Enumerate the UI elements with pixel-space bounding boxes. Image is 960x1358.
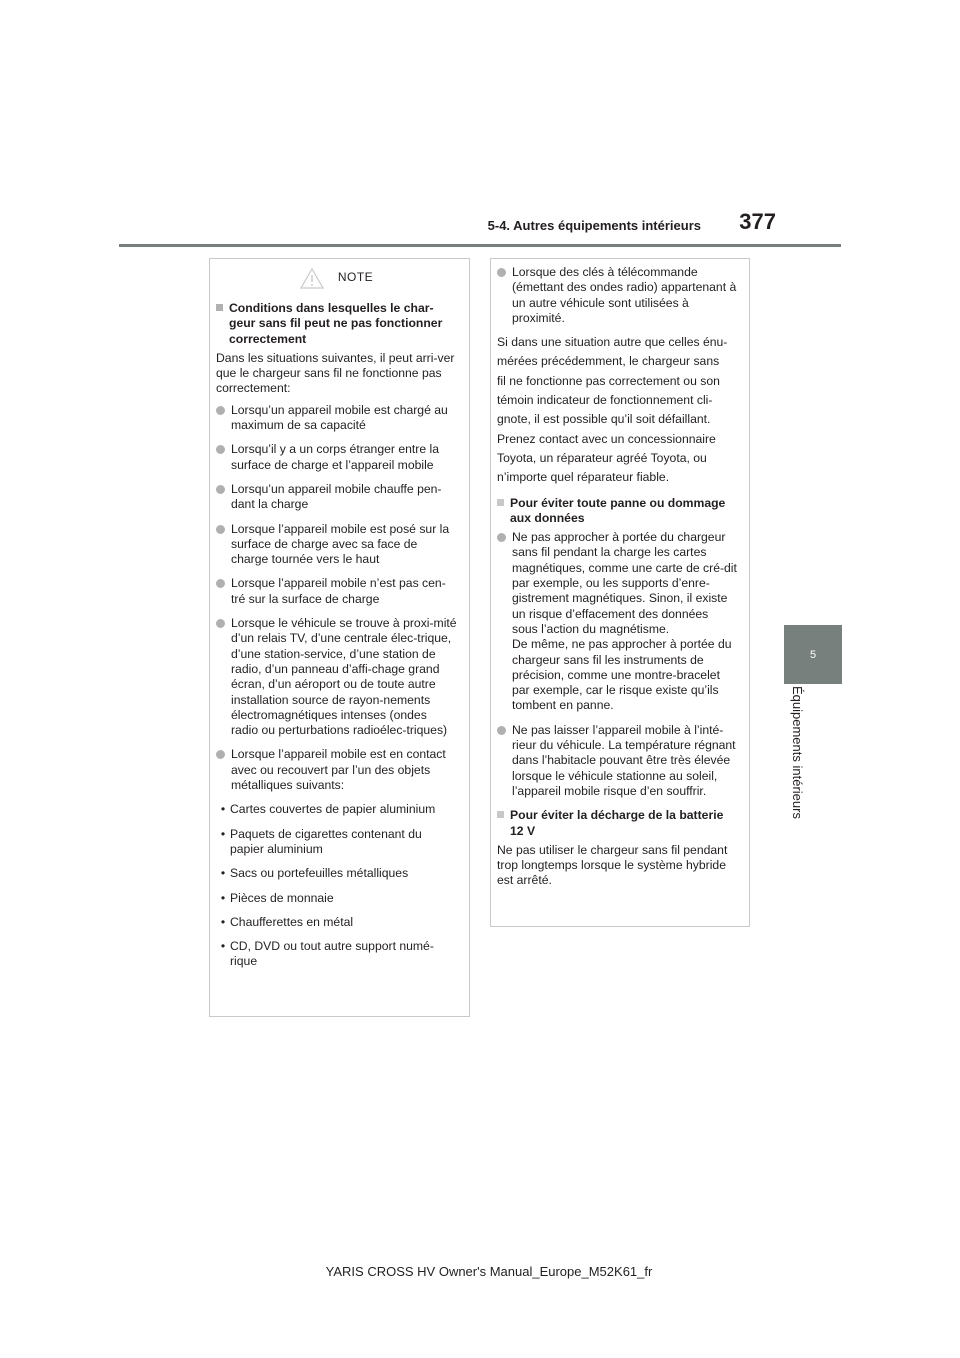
section-title: 5-4. Autres équipements intérieurs — [487, 218, 701, 233]
chapter-number: 5 — [809, 648, 817, 661]
section-heading: Pour éviter la décharge de la batterie 12 V — [497, 808, 737, 839]
list-item: Lorsqu’un appareil mobile est chargé au maximum de sa capacité — [216, 403, 457, 434]
sub-list-item: • Paquets de cigarettes contenant du papier aluminium — [220, 826, 422, 856]
list-item: Lorsque l’appareil mobile est posé sur la surface de charge avec sa face de charge tournée vers le haut — [216, 522, 457, 568]
body-line: témoin indicateur de fonctionnement cli- — [497, 393, 713, 408]
circle-bullet-icon — [216, 579, 225, 588]
circle-bullet-icon — [216, 406, 225, 415]
page-number: 377 — [739, 209, 776, 234]
circle-bullet-icon — [216, 619, 225, 628]
body-line: Prenez contact avec un concessionnaire — [497, 431, 716, 446]
circle-bullet-icon — [497, 268, 506, 277]
circle-bullet-icon — [216, 445, 225, 454]
circle-bullet-icon — [216, 485, 225, 494]
circle-bullet-icon — [216, 525, 225, 534]
circle-bullet-icon — [497, 726, 506, 735]
chapter-label: Équipements intérieurs — [790, 686, 805, 819]
circle-bullet-icon — [497, 533, 506, 542]
intro-text: Dans les situations suivantes, il peut arri-ver que le chargeur sans fil ne fonctionne pas correctement: — [216, 350, 455, 396]
chapter-tab — [784, 625, 842, 684]
sub-list-item: • CD, DVD ou tout autre support numé-rique — [220, 939, 434, 969]
sub-list-item: • Pièces de monnaie — [220, 890, 334, 905]
sub-list-item: • Chaufferettes en métal — [220, 914, 354, 929]
body-line: Toyota, un réparateur agréé Toyota, ou — [497, 450, 707, 465]
body-line: gnote, il est possible qu’il soit défaillant. — [497, 412, 711, 427]
list-item: Ne pas laisser l’appareil mobile à l’inté-rieur du véhicule. La température régnant dans l’habitacle pouvant être très élevée lorsque le véhicule stationne au soleil, l’appareil mobile risque d’en souffrir. — [497, 723, 737, 799]
body-line: mérées précédemment, le chargeur sans — [497, 354, 720, 369]
body-line: Si dans une situation autre que celles énu- — [497, 335, 728, 350]
note-label: NOTE — [337, 270, 374, 285]
square-bullet-icon — [497, 499, 504, 506]
warning-icon — [300, 268, 324, 289]
section-heading: Conditions dans lesquelles le char-geur sans fil peut ne pas fonctionner correctement — [216, 301, 457, 347]
list-item: Lorsque l’appareil mobile n’est pas cen-tré sur la surface de charge — [216, 576, 457, 607]
list-item: Lorsque des clés à télécommande (émettant des ondes radio) appartenant à un autre véhicule sont utilisées à proximité. — [497, 265, 737, 326]
list-item: Lorsqu’un appareil mobile chauffe pen-dant la charge — [216, 482, 457, 513]
body-line: n’importe quel réparateur fiable. — [497, 470, 670, 485]
note-box — [209, 258, 470, 1017]
final-text: Ne pas utiliser le chargeur sans fil pendant trop longtemps lorsque le système hybride est arrêté. — [497, 842, 728, 888]
circle-bullet-icon — [216, 750, 225, 759]
note-box-continued — [490, 258, 750, 927]
note-header — [216, 265, 457, 291]
list-item: Lorsqu’il y a un corps étranger entre la surface de charge et l’appareil mobile — [216, 442, 457, 473]
header-rule — [119, 244, 841, 247]
section-heading: Pour éviter toute panne ou dommage aux données — [497, 496, 737, 527]
square-bullet-icon — [497, 811, 504, 818]
sub-list-item: • Sacs ou portefeuilles métalliques — [220, 866, 409, 881]
footer: YARIS CROSS HV Owner's Manual_Europe_M52K61_fr — [325, 1264, 653, 1279]
list-item: Lorsque le véhicule se trouve à proxi-mité d’un relais TV, d’une centrale élec-trique, d’une station-service, d’une station de radio, d’un panneau d’affi-chage grand écran, d’un aéroport ou de toute autre installation source de rayon-nements électromagnétiques intenses (ondes radio ou perturbations radioélec-triques) — [216, 616, 457, 738]
body-line: fil ne fonctionne pas correctement ou son — [497, 373, 720, 388]
sub-list-item: • Cartes couvertes de papier aluminium — [220, 802, 436, 817]
square-bullet-icon — [216, 304, 223, 311]
list-item: Lorsque l’appareil mobile est en contact avec ou recouvert par l’un des objets métalliques suivants: — [216, 747, 457, 793]
list-item: Ne pas approcher à portée du chargeur sans fil pendant la charge les cartes magnétiques, comme une carte de cré-dit par exemple, ou les supports d’enre-gistrement magnétiques. Sinon, il existe un risque d’effacement des données sous l’action du magnétisme. De même, ne pas approcher à portée du chargeur sans fil les instruments de précision, comme une montre-bracelet par exemple, car le risque existe qu’ils tombent en panne. — [497, 530, 737, 714]
